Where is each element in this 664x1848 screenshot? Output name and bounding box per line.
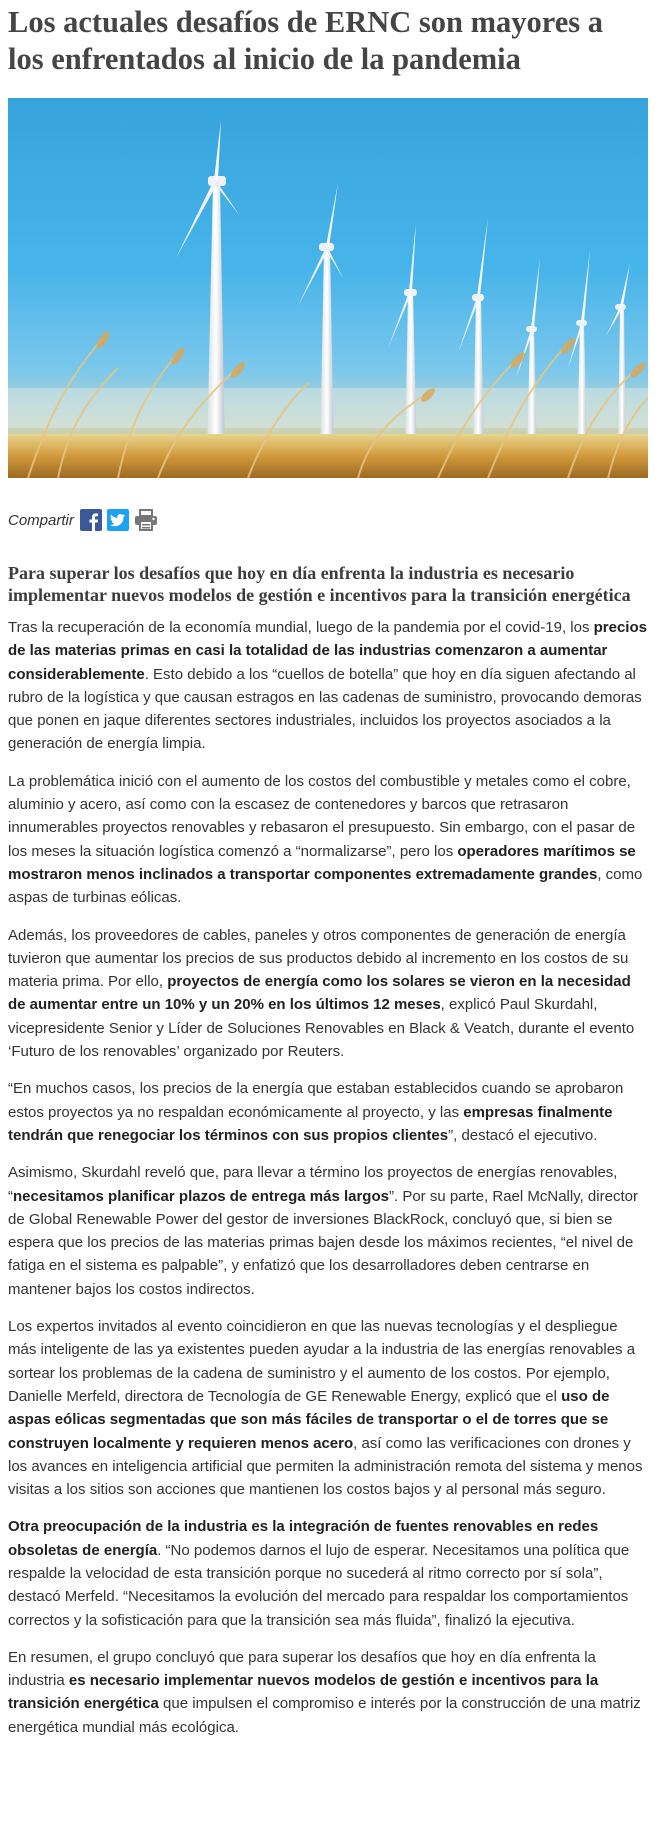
text-run: Tras la recuperación de la economía mundial, luego de la pandemia por el covid-19, los (8, 619, 594, 636)
wind-turbines-illustration (8, 98, 648, 478)
twitter-icon (107, 509, 129, 531)
bold-text-run: proyectos de energía como los solares se vieron en la necesidad de aumentar entre un 10% y un 20% en los últimos 12 meses (8, 973, 631, 1014)
share-label: Compartir (8, 511, 74, 529)
text-run: , como aspas de turbinas eólicas. (8, 865, 643, 907)
bold-text-run: Otra preocupación de la industria es la integración de fuentes renovables en redes obsoletas de energía (8, 1518, 599, 1559)
facebook-icon (80, 509, 102, 531)
text-run: En resumen, el grupo concluyó que para superar los desafíos que hoy en día enfrenta la industria (8, 1648, 596, 1690)
bold-text-run: uso de aspas eólicas segmentadas que son más fáciles de transportar o el de torres que se construyen localmente y requieren menos acero (8, 1387, 610, 1452)
bold-text-run: es necesario implementar nuevos modelos de gestión e incentivos para la transición energética (8, 1672, 599, 1713)
text-run: Asimismo, Skurdahl reveló que, para llevar a término los proyectos de energías renovables, “ (8, 1164, 618, 1205)
text-run: que impulsen el compromiso e interés por la construcción de una matriz energética mundial más ecológica. (8, 1695, 641, 1736)
share-bar (8, 508, 664, 532)
text-run: . Esto debido a los “cuellos de botella” que hoy en día siguen afectando al rubro de la logística y que causan estragos en las cadenas de suministro, provocando demoras que ponen en jaque diferentes sectores industriales, incluidos los proyectos asociados a la generación de energía limpia. (8, 665, 642, 753)
text-run: . “No podemos darnos el lujo de esperar. Necesitamos una política que respalde la velocidad de esta transición porque no sucederá al ritmo correcto por sí sola”, destacó Merfeld. “Necesitamos la evolución del mercado para respaldar los comportamientos correctos y la sofisticación para que la transición sea más fluida”, finalizó la ejecutiva. (8, 1541, 630, 1629)
article-paragraph (8, 1315, 648, 1501)
text-run: “En muchos casos, los precios de la energía que estaban establecidos cuando se aprobaron estos proyectos ya no respaldan económicamente al proyecto, y las (8, 1080, 624, 1121)
article-paragraph (8, 1161, 648, 1301)
article-paragraph (8, 1515, 648, 1631)
facebook-share-button[interactable] (80, 509, 102, 531)
hero-image (8, 98, 648, 478)
text-run: ”, destacó el ejecutivo. (448, 1126, 598, 1144)
twitter-share-button[interactable] (107, 509, 129, 531)
article-paragraph (8, 1646, 648, 1739)
print-button[interactable] (134, 509, 156, 531)
print-icon (134, 509, 158, 531)
article-headline: Los actuales desafíos de ERNC son mayores a los enfrentados al inicio de la pandemia (8, 5, 604, 76)
article-paragraph (8, 1077, 648, 1147)
text-run: , así como las verificaciones con drones y los avances en inteligencia artificial que permiten la administración remota del sistema y menos visitas a los sitios son acciones que mantienen los costos bajos y al personal más seguro. (8, 1434, 643, 1499)
text-run: La problemática inició con el aumento de los costos del combustible y metales como el cobre, aluminio y acero, así como con la escasez de contenedores y barcos que retrasaron innumerables proyectos renovables y rebasaron el presupuesto. Sin embargo, con el pasar de los meses la situación logística comenzó a “normalizarse”, pero los (8, 772, 636, 860)
article-lede: Para superar los desafíos que hoy en día enfrenta la industria es necesario implementar nuevos modelos de gestión e incentivos para la transición energética (8, 563, 631, 605)
bold-text-run: operadores marítimos se mostraron menos inclinados a transportar componentes extremadamente grandes (8, 842, 636, 883)
article-paragraph (8, 924, 648, 1064)
article-paragraph (8, 770, 648, 910)
text-run: , explicó Paul Skurdahl, vicepresidente Senior y Líder de Soluciones Renovables en Black & Veatch, durante el evento ‘Futuro de los renovables’ organizado por Reuters. (8, 996, 635, 1061)
text-run: Además, los proveedores de cables, paneles y otros componentes de generación de energía tuvieron que aumentar los precios de sus productos debido al incremento en los costos de su materia prima. Por ello, (8, 926, 629, 991)
bold-text-run: empresas finalmente tendrán que renegociar los términos con sus propios clientes (8, 1103, 613, 1144)
article-body (8, 616, 648, 1739)
article-paragraph (8, 616, 648, 756)
text-run: Los expertos invitados al evento coincidieron en que las nuevas tecnologías y el despliegue más inteligente de las ya existentes pueden ayudar a la industria de las energías renovables a sortear los problemas de la cadena de suministro y el aumento de los costos. Por ejemplo, Danielle Merfeld, directora de Tecnología de GE Renewable Energy, explicó que el (8, 1318, 636, 1405)
bold-text-run: precios de las materias primas en casi la totalidad de las industrias comenzaron a aumentar considerablemente (8, 619, 647, 683)
text-run: ”. Por su parte, Rael McNally, director de Global Renewable Power del gestor de inversiones BlackRock, concluyó que, si bien se espera que los precios de las materias primas bajen desde los máximos recientes, “el nivel de fatiga en el sistema es palpable”, y enfatizó que los desarrolladores deben centrarse en mantener bajos los costos indirectos. (8, 1187, 638, 1298)
bold-text-run: necesitamos planificar plazos de entrega más largos (13, 1187, 389, 1205)
